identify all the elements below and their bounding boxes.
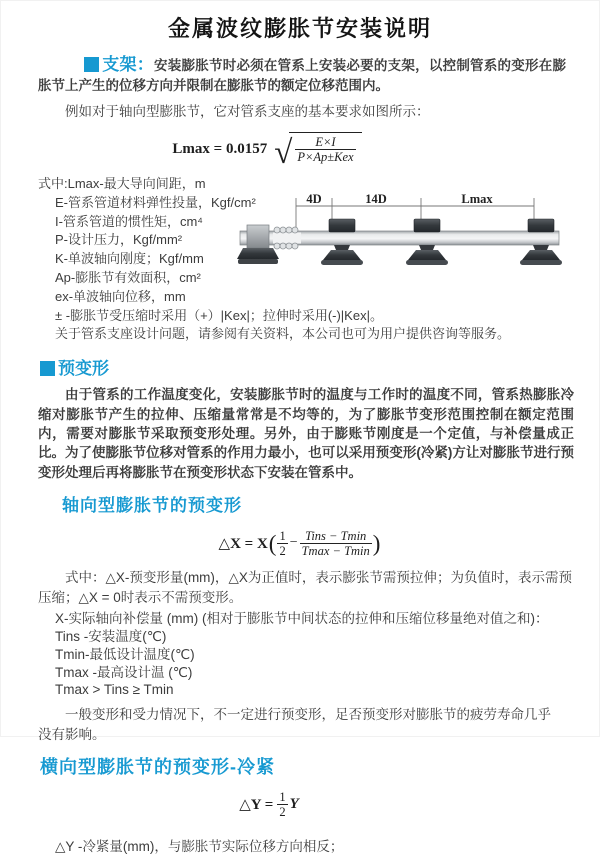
term-item: Tmax -最高设计温 (℃) <box>55 664 193 680</box>
formula-lhs: △X = X <box>218 535 268 552</box>
predeform-heading-text: 预变形 <box>58 359 109 379</box>
minus-operator: − <box>289 535 298 551</box>
formula-rhs: Y <box>289 795 299 812</box>
dimension-label-4d: 4D <box>306 192 322 206</box>
definition-item: I-管系管道的惯性矩，cm⁴ <box>55 213 203 229</box>
support-intro-text: 安装膨胀节时必须在管系上安装必要的支架，以控制管系的变形在膨胀节上产生的位移方向并限制在膨胀节的额定位移范围内。 <box>38 58 567 93</box>
term-item: X-实际轴向补偿量 (mm) (相对于膨胀节中间状态的拉伸和压缩位移量绝对值之和)： <box>55 610 549 626</box>
support-section-heading: 支架： <box>102 55 154 74</box>
page-title: 金属波纹膨胀节安装说明 <box>167 16 432 41</box>
axial-terms-list <box>55 610 600 700</box>
sqrt-radical <box>274 132 361 171</box>
fraction-numerator: E×I <box>315 135 336 149</box>
open-paren: ( <box>268 530 277 556</box>
definition-item: ex-单波轴向位移，mm <box>55 288 186 304</box>
half-numerator: 1 <box>279 528 286 543</box>
lateral-predeform-formula <box>0 788 600 820</box>
half-denominator: 2 <box>279 543 286 558</box>
half-fraction <box>277 529 287 558</box>
definitions-intro: 式中:Lmax-最大导向间距，m <box>38 176 206 191</box>
support-intro-paragraph <box>38 56 566 95</box>
definition-item: Ap-膨胀节有效面积，cm² <box>55 269 201 285</box>
definition-item: E-管系管道材料弹性投量，Kgf/cm² <box>55 194 256 210</box>
half-fraction <box>277 790 287 819</box>
formula-fraction <box>295 135 355 164</box>
section-square-icon <box>84 57 99 72</box>
term-item: Tins -安装温度(℃) <box>55 628 167 644</box>
predeform-body-paragraph: 由于管系的工作温度变化，安装膨胀节时的温度与工作时的温度不同，管系热膨胀冷缩对膨胀节产生的拉伸、压缩量常常是不均等的，为了膨胀节变形范围控制在额定范围内，需要对膨胀节采取预变形处理。另外，由于膨账节刚度是一个定值，与补偿量成正比。为了使膨胀节位移对管系的作用力最小，也可以采用预变形(冷紧)方让对膨胀节进行预变形处理后再将膨胀节在预变形状态下安装在管系中。 <box>38 387 574 480</box>
predeform-section-heading <box>40 360 600 379</box>
definition-item: P-设计压力，Kgf/mm² <box>55 232 183 248</box>
axial-where-paragraph: 式中：△X-预变形量(mm)，△X为正值时，表示膨张节需预拉伸；为负值时，表示需预压缩；△X = 0时表示不需预变形。 <box>38 570 572 605</box>
bellows-joint <box>273 227 301 249</box>
axial-note-line: 一般变形和受力情况下，不一定进行预变形，足否预变形对膨胀节的疲劳寿命几乎没有影响。 <box>38 707 551 743</box>
temperature-fraction <box>300 529 372 558</box>
temp-numerator: Tins − Tmin <box>305 528 367 543</box>
definition-item: ± -膨胀节受压缩时采用（+）|Kex|；拉伸时采用(-)|Kex|。 <box>55 307 383 323</box>
lateral-note-line: △Y -冷紧量(mm)，与膨胀节实际位移方向相反； <box>55 839 344 855</box>
temp-denominator: Tmax − Tmin <box>301 543 370 558</box>
pipe-support-spacing-diagram <box>237 190 599 275</box>
term-item: Tmin-最低设计温度(℃) <box>55 646 195 662</box>
support-note: 关于管系支座设计问题，请参阅有关资料，本公司也可为用户提供咨询等服务。 <box>55 326 511 342</box>
axial-predeform-formula <box>0 525 600 561</box>
dimension-label-14d: 14D <box>365 192 387 206</box>
section-square-icon <box>40 361 55 376</box>
dimension-label-lmax: Lmax <box>461 192 493 206</box>
formula-prefix: Lmax = 0.0157 <box>172 140 268 157</box>
axial-subsection-heading: 轴向型膨胀节的预变形 <box>62 496 242 516</box>
close-paren: ) <box>372 530 381 556</box>
formula-lhs: △Y = <box>239 796 274 813</box>
guide-spacing-formula <box>0 130 600 171</box>
half-denominator: 2 <box>279 804 286 819</box>
lateral-subsection-heading: 横向型膨胀节的预变形-冷紧 <box>40 757 275 778</box>
half-numerator: 1 <box>279 789 286 804</box>
term-item: Tmax > Tins ≥ Tmin <box>55 682 174 698</box>
definition-item: K-单波轴向刚度；Kgf/mm <box>55 251 204 267</box>
sqrt-sign-glyph: √ <box>274 134 293 171</box>
support-example-line: 例如对于轴向型膨胀节，它对管系支座的基本要求如图所示： <box>65 104 430 119</box>
sqrt-body <box>289 132 361 166</box>
fraction-denominator: P×Ap±Kex <box>297 150 354 164</box>
